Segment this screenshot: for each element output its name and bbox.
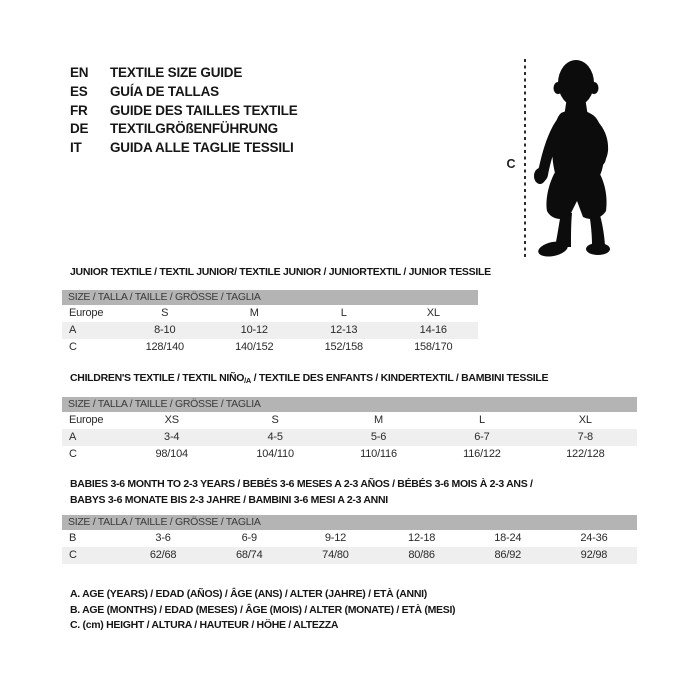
junior-table-title: JUNIOR TEXTILE / TEXTIL JUNIOR/ TEXTILE JUNIOR / JUNIORTEXTIL / JUNIOR TESSILE	[70, 266, 491, 278]
age-cell: 9-12	[324, 532, 347, 544]
title-text: / TEXTILE DES ENFANTS / KINDERTEXTIL / BAMBINI TESSILE	[251, 372, 549, 384]
age-cell: 18-24	[494, 532, 522, 544]
row-label: A	[69, 431, 77, 443]
lang-code: EN	[70, 65, 89, 80]
size-cell: L	[340, 307, 347, 319]
age-cell: 10-12	[240, 324, 268, 336]
lang-row-en	[70, 64, 298, 83]
age-cell: 24-36	[580, 532, 608, 544]
size-cell: XL	[578, 414, 592, 426]
lang-row-es	[70, 83, 298, 102]
footnote-c: C. (cm) HEIGHT / ALTURA / HAUTEUR / HÖHE / ALTEZZA	[70, 619, 339, 631]
size-cell: XL	[426, 307, 440, 319]
babies-textile-section	[62, 474, 637, 564]
lang-label: GUIDE DES TAILLES TEXTILE	[110, 102, 298, 118]
height-cell: 116/122	[463, 448, 501, 460]
toddler-silhouette-icon	[531, 57, 619, 259]
age-cell: 7-8	[577, 431, 593, 443]
junior-size-header-bar: SIZE / TALLA / TAILLE / GRÖSSE / TAGLIA	[62, 290, 478, 305]
lang-label: TEXTILGRÖßENFÜHRUNG	[110, 121, 278, 137]
childrens-size-header-bar: SIZE / TALLA / TAILLE / GRÖSSE / TAGLIA	[62, 397, 637, 412]
age-cell: 3-4	[164, 431, 180, 443]
size-cell: S	[271, 414, 279, 426]
lang-row-it	[70, 139, 298, 158]
height-cell: 110/116	[360, 448, 397, 460]
height-cell: 158/170	[414, 341, 453, 353]
height-cell: 104/110	[256, 448, 294, 460]
row-label: A	[69, 324, 77, 336]
size-cell: M	[249, 307, 259, 319]
babies-title-line2: BABYS 3-6 MONATE BIS 2-3 JAHRE / BAMBINI 3-6 MESI A 2-3 ANNI	[70, 494, 388, 506]
age-cell: 6-7	[474, 431, 490, 443]
table-row	[62, 530, 637, 547]
table-row	[62, 322, 478, 339]
table-row	[62, 547, 637, 564]
footnote-b: B. AGE (MONTHS) / EDAD (MESES) / ÂGE (MOIS) / ALTER (MONATE) / ETÀ (MESI)	[70, 603, 456, 616]
size-cell: S	[161, 307, 169, 319]
age-cell: 5-6	[370, 431, 387, 443]
title-subscript: /A	[244, 376, 252, 385]
height-measure-line	[524, 59, 526, 258]
height-cell: 92/98	[580, 549, 608, 561]
height-cell: 86/92	[494, 549, 522, 561]
row-label: B	[69, 532, 77, 544]
lang-label: GUIDA ALLE TAGLIE TESSILI	[110, 140, 294, 156]
row-label: C	[69, 549, 77, 561]
junior-textile-section	[62, 264, 491, 356]
height-cell: 128/140	[145, 341, 184, 353]
height-measure-label: C	[506, 157, 516, 171]
size-cell: M	[374, 414, 383, 426]
lang-label: TEXTILE SIZE GUIDE	[110, 65, 243, 80]
table-row	[62, 429, 637, 446]
size-cell: XS	[164, 414, 179, 426]
lang-code: FR	[70, 102, 88, 118]
row-label: C	[69, 448, 77, 460]
row-label: C	[69, 341, 77, 353]
table-row	[62, 412, 637, 429]
language-header	[70, 64, 298, 158]
babies-title-line1: BABIES 3-6 MONTH TO 2-3 YEARS / BEBÉS 3-6 MESES A 2-3 AÑOS / BÉBÉS 3-6 MOIS À 2-3 ANS /	[70, 478, 533, 490]
height-cell: 68/74	[235, 549, 263, 561]
lang-row-de	[70, 120, 298, 139]
age-cell: 3-6	[155, 532, 171, 544]
lang-label: GUÍA DE TALLAS	[110, 83, 219, 99]
age-cell: 6-9	[241, 532, 257, 544]
height-cell: 140/152	[235, 341, 274, 353]
table-row	[62, 339, 478, 356]
height-cell: 62/68	[149, 549, 177, 561]
height-cell: 152/158	[324, 341, 363, 353]
babies-table-title	[70, 476, 637, 508]
lang-code: DE	[70, 121, 89, 137]
lang-code: IT	[70, 140, 82, 156]
table-row	[62, 446, 637, 463]
title-text: CHILDREN'S TEXTILE / TEXTIL NIÑO	[70, 372, 245, 384]
row-label: Europe	[69, 414, 104, 426]
table-row	[62, 305, 478, 322]
row-label: Europe	[69, 307, 104, 319]
age-cell: 12-13	[330, 324, 358, 336]
age-cell: 4-5	[267, 431, 283, 443]
age-cell: 12-18	[408, 532, 436, 544]
height-cell: 98/104	[155, 448, 188, 460]
height-cell: 80/86	[408, 549, 435, 561]
age-cell: 14-16	[419, 324, 447, 336]
size-cell: L	[478, 414, 485, 426]
age-cell: 8-10	[154, 324, 176, 336]
lang-code: ES	[70, 83, 88, 99]
babies-size-header-bar: SIZE / TALLA / TAILLE / GRÖSSE / TAGLIA	[62, 515, 637, 530]
footnote-a: A. AGE (YEARS) / EDAD (AÑOS) / ÂGE (ANS) / ALTER (JAHRE) / ETÀ (ANNI)	[70, 588, 427, 600]
legend-footnotes	[70, 587, 455, 634]
height-cell: 74/80	[322, 549, 349, 561]
lang-row-fr	[70, 102, 298, 121]
childrens-table-title	[70, 372, 637, 385]
childrens-textile-section	[62, 370, 637, 463]
height-cell: 122/128	[566, 448, 605, 460]
